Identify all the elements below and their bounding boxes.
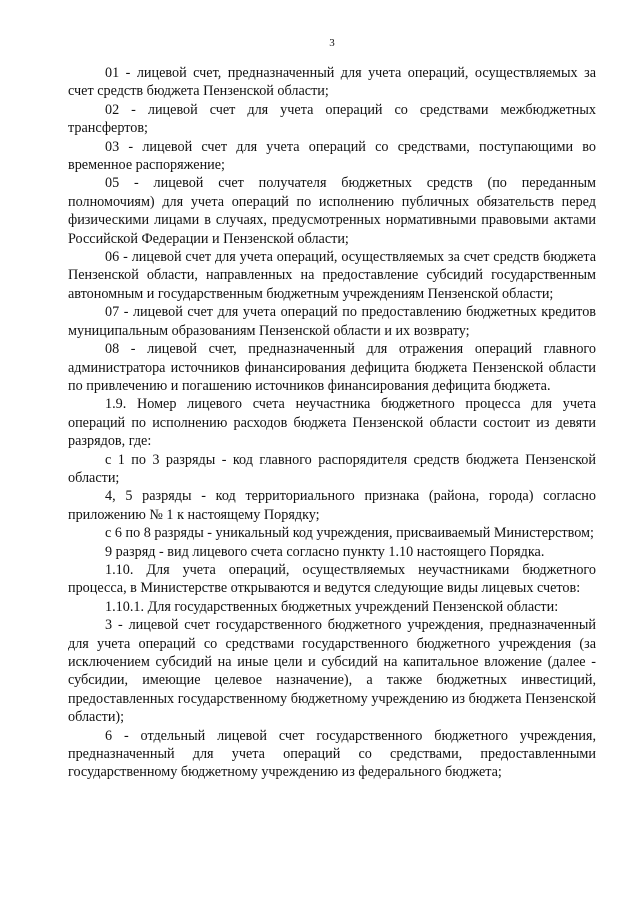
paragraph-account-02: 02 - лицевой счет для учета операций со средствами межбюджетных трансфертов; — [68, 101, 596, 137]
paragraph-digit-9: 9 разряд - вид лицевого счета согласно пункту 1.10 настоящего Порядка. — [105, 543, 545, 560]
paragraph-section-1-9: 1.9. Номер лицевого счета неучастника бюджетного процесса для учета операций по исполнению расходов бюджета Пензенской области состоит из девяти разрядов, где: — [68, 396, 596, 450]
paragraph-account-07: 07 - лицевой счет для учета операций по предоставлению бюджетных кредитов муниципальным образованиям Пензенской области и их возврату; — [68, 304, 596, 339]
paragraph-account-08: 08 - лицевой счет, предназначенный для отражения операций главного администратора источников финансирования дефицита бюджета Пензенской области по привлечению и погашению источников финансирования дефицита бюджета. — [68, 341, 596, 394]
paragraph-account-type-3: 3 - лицевой счет государственного бюджетного учреждения, предназначенный для учета операций со средствами государственного бюджетного учреждения (за исключением субсидий на иные цели и субсидий на капитальное вложение (далее - субсидии, имеющие целевое назначение), а также бюджетных инвестиций, предоставленных государственному бюджетному учреждению из бюджета Пензенской области); — [68, 617, 596, 726]
paragraph-account-03: 03 - лицевой счет для учета операций со средствами, поступающими во временное распоряжение; — [68, 138, 596, 174]
paragraph-digits-4-5: 4, 5 разряды - код территориального признака (района, города) согласно приложению № 1 к настоящему Порядку; — [68, 488, 596, 523]
page-number: 3 — [329, 37, 335, 49]
paragraph-account-type-6: 6 - отдельный лицевой счет государственного бюджетного учреждения, предназначенный для учета операций со средствами, предоставленными государственному бюджетному учреждению из федерального бюджета; — [68, 727, 596, 781]
paragraph-digits-1-3: с 1 по 3 разряды - код главного распорядителя средств бюджета Пензенской области; — [68, 451, 596, 486]
paragraph-section-1-10: 1.10. Для учета операций, осуществляемых неучастниками бюджетного процесса, в Министерстве открываются и ведутся следующие виды лицевых счетов: — [68, 561, 596, 597]
paragraph-account-06: 06 - лицевой счет для учета операций, осуществляемых за счет средств бюджета Пензенской области, направленных на предоставление субсидий государственным автономным и государственным бюджетным учреждениям Пензенской области; — [68, 249, 596, 302]
paragraph-section-1-10-1: 1.10.1. Для государственных бюджетных учреждений Пензенской области: — [105, 598, 559, 615]
paragraph-account-05: 05 - лицевой счет получателя бюджетных средств (по переданным полномочиям) для учета операций по исполнению публичных обязательств перед физическими лицами в случаях, предусмотренных нормативными правовыми актами Российской Федерации и Пензенской области; — [68, 175, 596, 247]
paragraph-digits-6-8: с 6 по 8 разряды - уникальный код учреждения, присваиваемый Министерством; — [105, 525, 594, 542]
paragraph-account-01: 01 - лицевой счет, предназначенный для учета операций, осуществляемых за счет средств бюджета Пензенской области; — [68, 65, 596, 100]
